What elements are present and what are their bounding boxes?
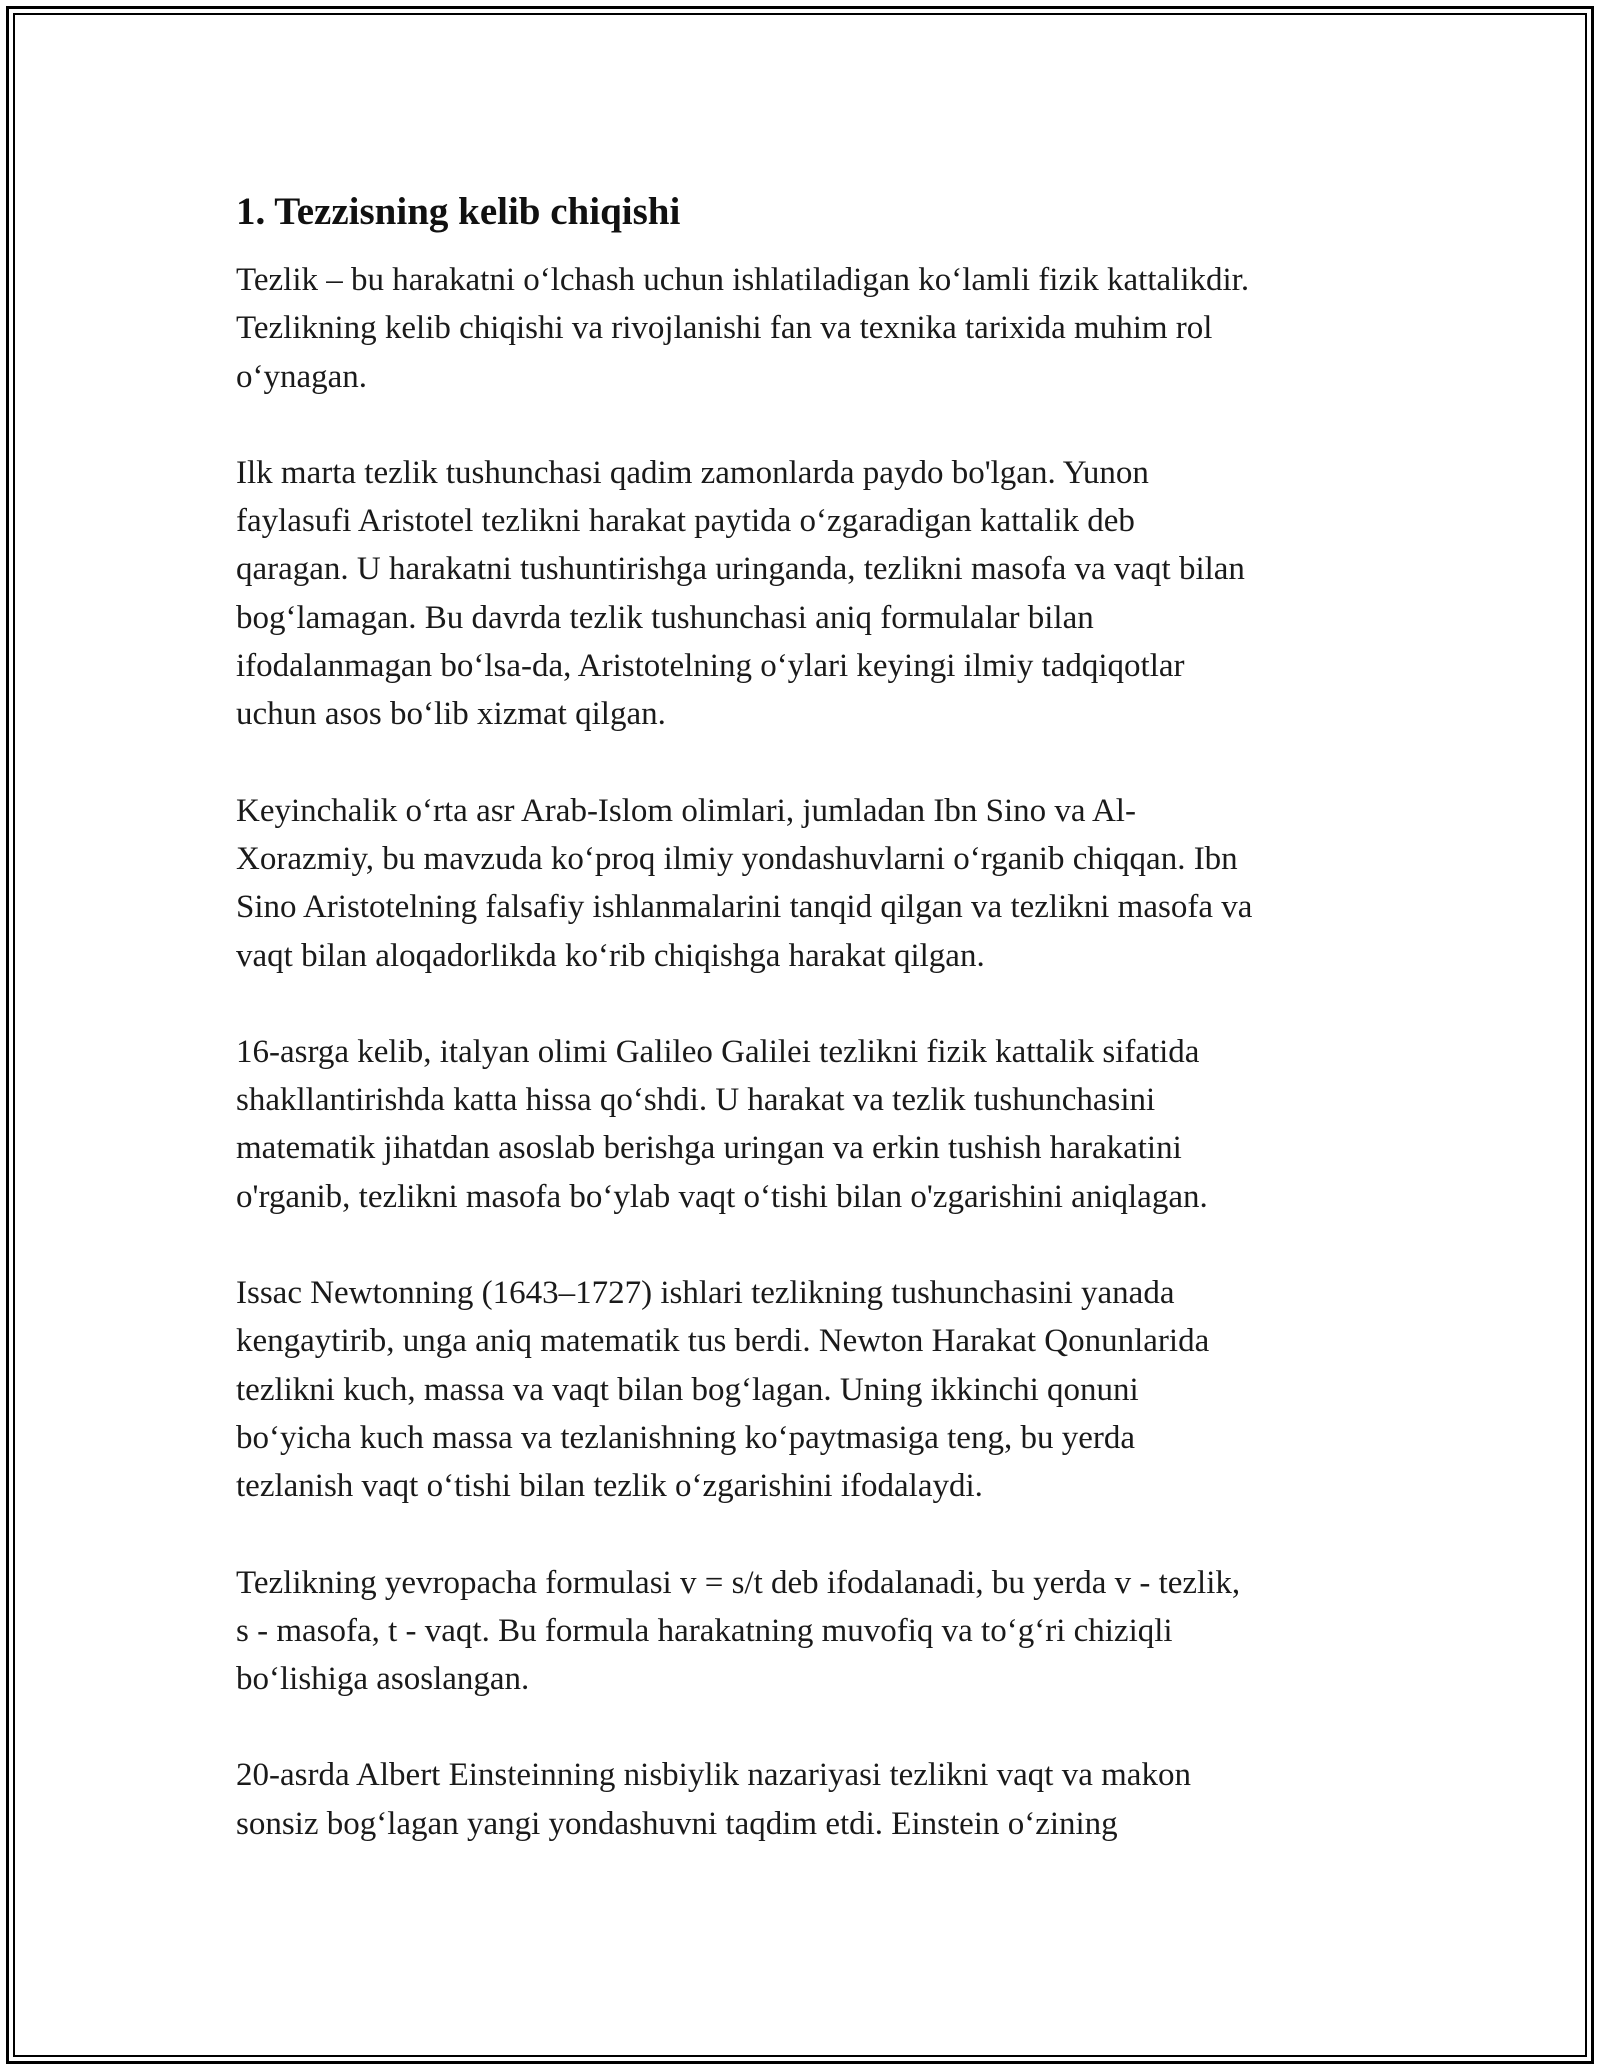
text-line: Keyinchalik o‘rta asr Arab-Islom olimlari, jumladan Ibn Sino va Al- [236,792,1136,829]
paragraph [236,1028,1386,1221]
text-line: Tezlik – bu harakatni o‘lchash uchun ishlatiladigan ko‘lamli fizik kattalikdir. [236,262,1250,298]
text-line: Sino Aristotelning falsafiy ishlanmalarini tanqid qilgan va tezlikni masofa va [236,889,1253,926]
text-line: 16-asrga kelib, italyan olimi Galileo Galilei tezlikni fizik kattalik sifatida [236,1033,1200,1070]
paragraph [236,787,1386,980]
paragraph [236,449,1386,739]
paragraph [236,1269,1386,1510]
text-line: bo‘lishiga asoslangan. [236,1661,530,1698]
text-line: vaqt bilan aloqadorlikda ko‘rib chiqishga harakat qilgan. [236,937,985,974]
text-line: shakllantirishda katta hissa qo‘shdi. U harakat va tezlik tushunchasini [236,1082,1156,1119]
text-line: Tezlikning yevropacha formulasi v = s/t deb ifodalanadi, bu yerda v - tezlik, [236,1564,1241,1601]
paragraph [236,1751,1386,1848]
text-line: Issac Newtonning (1643–1727) ishlari tezlikning tushunchasini yanada [236,1275,1175,1312]
text-line: qaragan. U harakatni tushuntirishga uringanda, tezlikni masofa va vaqt bilan [236,551,1245,588]
text-line: Xorazmiy, bu mavzuda ko‘proq ilmiy yondashuvlarni o‘rganib chiqqan. Ibn [236,840,1238,877]
section-title: 1. Tezzisning kelib chiqishi [236,190,681,233]
text-line: o'rganib, tezlikni masofa bo‘ylab vaqt o‘tishi bilan o'zgarishini aniqlagan. [236,1178,1208,1215]
text-line: sonsiz bog‘lagan yangi yondashuvni taqdim etdi. Einstein o‘zining [236,1805,1118,1842]
text-line: bog‘lamagan. Bu davrda tezlik tushunchasi aniq formulalar bilan [236,599,1094,636]
text-line: kengaytirib, unga aniq matematik tus berdi. Newton Harakat Qonunlarida [236,1323,1210,1360]
text-line: tezlikni kuch, massa va vaqt bilan bog‘lagan. Uning ikkinchi qonuni [236,1371,1139,1408]
text-line: faylasufi Aristotel tezlikni harakat paytida o‘zgaradigan kattalik deb [236,503,1135,540]
text-line: tezlanish vaqt o‘tishi bilan tezlik o‘zgarishini ifodalaydi. [236,1468,983,1505]
text-line: s - masofa, t - vaqt. Bu formula harakatning muvofiq va to‘g‘ri chiziqli [236,1612,1173,1649]
text-line: ifodalanmagan bo‘lsa-da, Aristotelning o‘ylari keyingi ilmiy tadqiqotlar [236,648,1185,685]
text-line: Tezlikning kelib chiqishi va rivojlanishi fan va texnika tarixida muhim rol [236,310,1213,347]
text-line: uchun asos bo‘lib xizmat qilgan. [236,696,666,733]
document-body [236,188,1386,1896]
paragraph [236,256,1386,401]
text-line: Ilk marta tezlik tushunchasi qadim zamonlarda paydo bo'lgan. Yunon [236,454,1149,491]
paragraph [236,1559,1386,1704]
text-line: 20-asrda Albert Einsteinning nisbiylik nazariyasi tezlikni vaqt va makon [236,1757,1191,1794]
text-line: bo‘yicha kuch massa va tezlanishning ko‘paytmasiga teng, bu yerda [236,1419,1135,1456]
text-line: o‘ynagan. [236,358,368,395]
text-line: matematik jihatdan asoslab berishga uringan va erkin tushish harakatini [236,1130,1182,1167]
